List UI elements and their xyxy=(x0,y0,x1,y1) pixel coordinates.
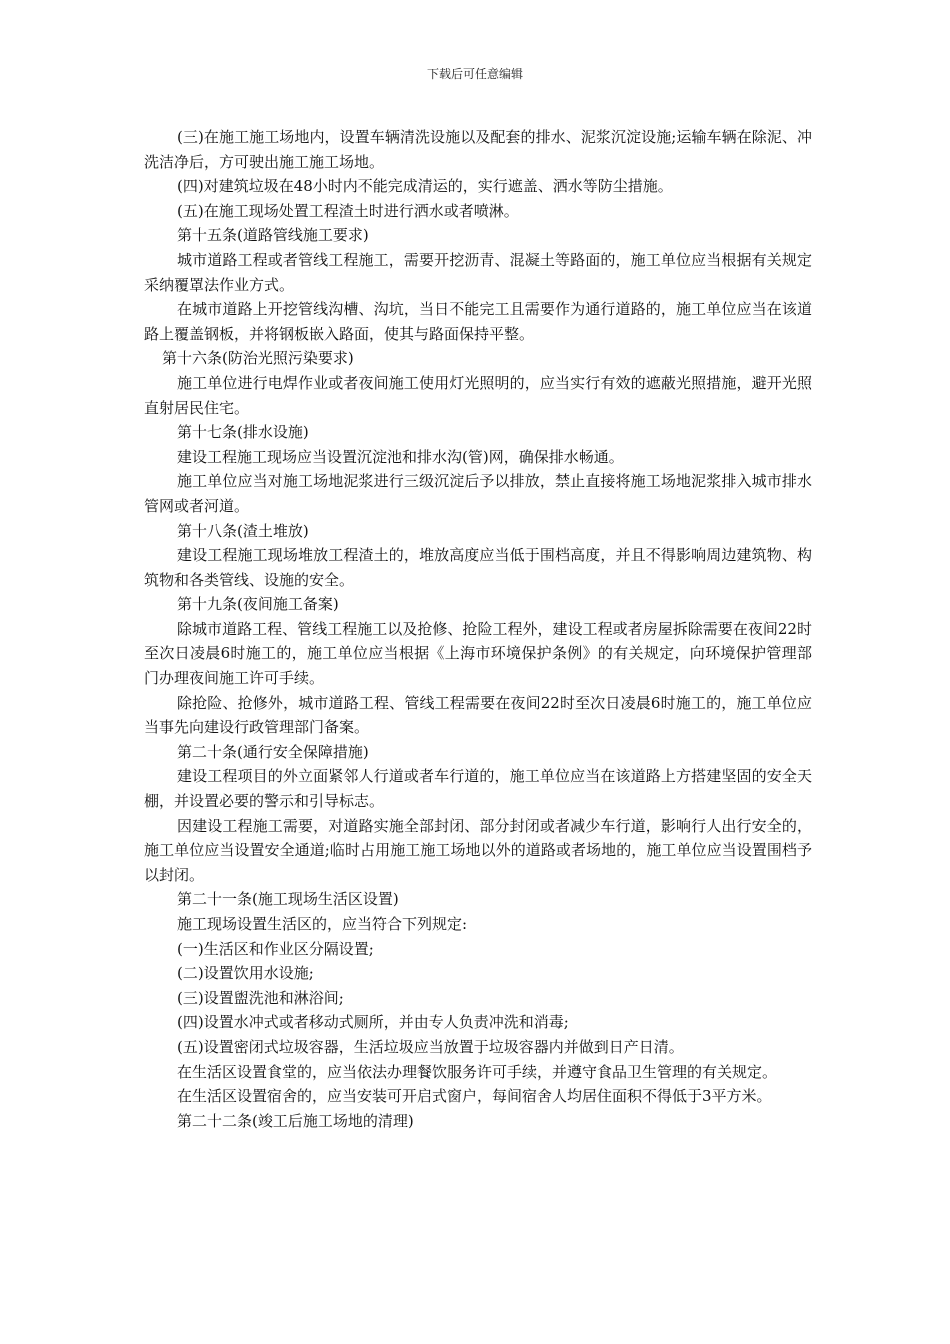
paragraph: 施工现场设置生活区的，应当符合下列规定: xyxy=(177,915,468,933)
paragraph: 施工单位应当对施工场地泥浆进行三级沉淀后予以排放，禁止直接将施工场地泥浆排入城市排水管网或者河道。 xyxy=(144,472,812,515)
paragraph: 在生活区设置食堂的，应当依法办理餐饮服务许可手续，并遵守食品卫生管理的有关规定。 xyxy=(177,1062,778,1081)
paragraph: (三)在施工施工场地内，设置车辆清洗设施以及配套的排水、泥浆沉淀设施;运输车辆在除泥、冲洗洁净后，方可驶出施工施工场地。 xyxy=(144,128,812,171)
article-heading: 第二十二条(竣工后施工场地的清理) xyxy=(177,1111,414,1130)
paragraph: 在城市道路上开挖管线沟槽、沟坑，当日不能完工且需要作为通行道路的，施工单位应当在该道路上覆盖钢板，并将钢板嵌入路面，使其与路面保持平整。 xyxy=(144,300,812,343)
list-item: (五)设置密闭式垃圾容器，生活垃圾应当放置于垃圾容器内并做到日产日清。 xyxy=(177,1037,684,1056)
list-item: (二)设置饮用水设施; xyxy=(177,964,314,983)
article-heading: 第十九条(夜间施工备案) xyxy=(177,595,339,614)
paragraph: 除城市道路工程、管线工程施工以及抢修、抢险工程外，建设工程或者房屋拆除需要在夜间22时至次日凌晨6时施工的，施工单位应当根据《上海市环境保护条例》的有关规定，向环境保护管理部门办理夜间施工许可手续。 xyxy=(144,619,812,688)
list-item: (四)设置水冲式或者移动式厕所，并由专人负责冲洗和消毒; xyxy=(177,1013,569,1032)
article-heading: 第十八条(渣土堆放) xyxy=(177,521,309,540)
document-body xyxy=(144,125,812,1133)
article-heading: 第十五条(道路管线施工要求) xyxy=(177,226,369,245)
paragraph: 建设工程施工现场堆放工程渣土的，堆放高度应当低于围档高度，并且不得影响周边建筑物、构筑物和各类管线、设施的安全。 xyxy=(144,546,812,589)
article-heading: 第二十条(通行安全保障措施) xyxy=(177,742,369,761)
paragraph: (五)在施工现场处置工程渣土时进行洒水或者喷淋。 xyxy=(177,201,519,220)
article-heading: 第二十一条(施工现场生活区设置) xyxy=(177,890,399,909)
paragraph: 建设工程项目的外立面紧邻人行道或者车行道的，施工单位应当在该道路上方搭建坚固的安全天棚，并设置必要的警示和引导标志。 xyxy=(144,767,812,811)
paragraph: 城市道路工程或者管线工程施工，需要开挖沥青、混凝土等路面的，施工单位应当根据有关规定采纳覆罩法作业方式。 xyxy=(144,250,812,294)
paragraph: 在生活区设置宿舍的，应当安装可开启式窗户，每间宿舍人均居住面积不得低于3平方米。 xyxy=(177,1087,772,1106)
article-heading: 第十七条(排水设施) xyxy=(177,423,309,442)
list-item: (一)生活区和作业区分隔设置; xyxy=(177,939,374,958)
paragraph: 施工单位进行电焊作业或者夜间施工使用灯光照明的，应当实行有效的遮蔽光照措施，避开光照直射居民住宅。 xyxy=(144,373,812,417)
paragraph: 建设工程施工现场应当设置沉淀池和排水沟(管)网，确保排水畅通。 xyxy=(177,447,624,466)
paragraph: 除抢险、抢修外，城市道路工程、管线工程需要在夜间22时至次日凌晨6时施工的，施工单位应当事先向建设行政管理部门备案。 xyxy=(144,693,812,737)
paragraph: 因建设工程施工需要，对道路实施全部封闭、部分封闭或者减少车行道，影响行人出行安全的，施工单位应当设置安全通道;临时占用施工施工场地以外的道路或者场地的，施工单位应当设置围档予以封闭。 xyxy=(144,816,812,884)
list-item: (三)设置盥洗池和淋浴间; xyxy=(177,988,344,1007)
page-header: 下载后可任意编辑 xyxy=(426,67,523,81)
article-heading: 第十六条(防治光照污染要求) xyxy=(162,349,354,368)
paragraph: (四)对建筑垃圾在48小时内不能完成清运的，实行遮盖、洒水等防尘措施。 xyxy=(177,177,673,196)
